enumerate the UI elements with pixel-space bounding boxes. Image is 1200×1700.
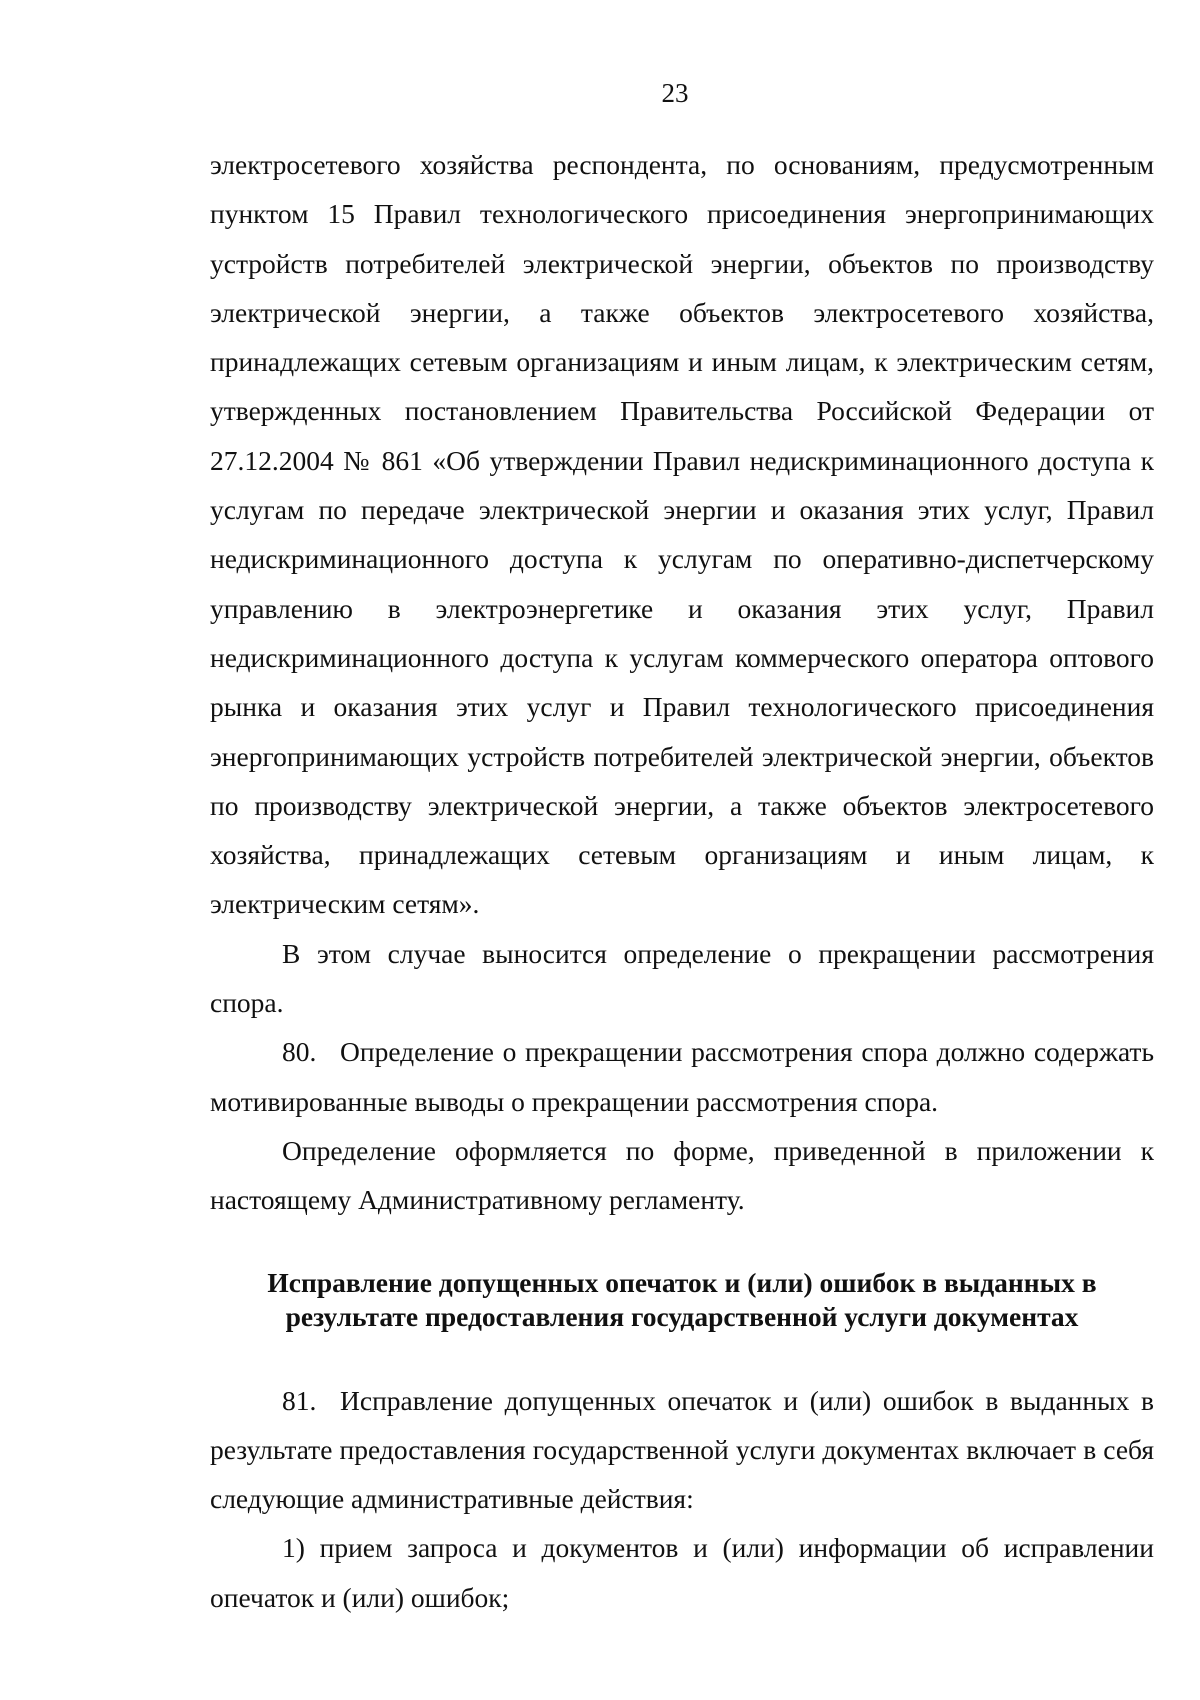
item-81	[210, 1376, 1154, 1524]
item-81-number: 81.	[282, 1384, 317, 1416]
paragraph-form: Определение оформляется по форме, приведенной в приложении к настоящему Административному регламенту.	[210, 1134, 1154, 1216]
item-80-text: Определение о прекращении рассмотрения спора должно содержать мотивированные выводы о прекращении рассмотрения спора.	[210, 1036, 1154, 1117]
section-heading-line-1: Исправление допущенных опечаток и (или) ошибок в выданных в	[267, 1266, 1097, 1298]
item-80-number: 80.	[282, 1036, 317, 1068]
section-heading-line-2: результате предоставления государственной услуги документах	[285, 1300, 1079, 1332]
item-80	[210, 1027, 1154, 1126]
document-body	[210, 140, 1154, 1622]
item-81-text: Исправление допущенных опечаток и (или) ошибок в выданных в результате предоставления государственной услуги документах включает в себя следующие административные действия:	[210, 1384, 1154, 1515]
paragraph-continuation: электросетевого хозяйства респондента, по основаниям, предусмотренным пунктом 15 Правил технологического присоединения энергопринимающих устройств потребителей электрической энергии, объектов по производству электрической энергии, а также объектов электросетевого хозяйства, принадлежащих сетевым организациям и иным лицам, к электрическим сетям, утвержденных постановлением Правительства Российской Федерации от 27.12.2004 № 861 «Об утверждении Правил недискриминационного доступа к услугам по передаче электрической энергии и оказания этих услуг, Правил недискриминационного доступа к услугам по оперативно-диспетчерскому управлению в электроэнергетике и оказания этих услуг, Правил недискриминационного доступа к услугам коммерческого оператора оптового рынка и оказания этих услуг и Правил технологического присоединения энергопринимающих устройств потребителей электрической энергии, объектов по производству электрической энергии, а также объектов электросетевого хозяйства, принадлежащих сетевым организациям и иным лицам, к электрическим сетям».	[210, 149, 1154, 920]
page-number: 23	[661, 78, 689, 108]
paragraph-termination: В этом случае выносится определение о прекращении рассмотрения спора.	[210, 937, 1154, 1019]
section-heading	[210, 1266, 1154, 1334]
subitem-1: 1) прием запроса и документов и (или) информации об исправлении опечаток и (или) ошибок;	[210, 1532, 1154, 1613]
